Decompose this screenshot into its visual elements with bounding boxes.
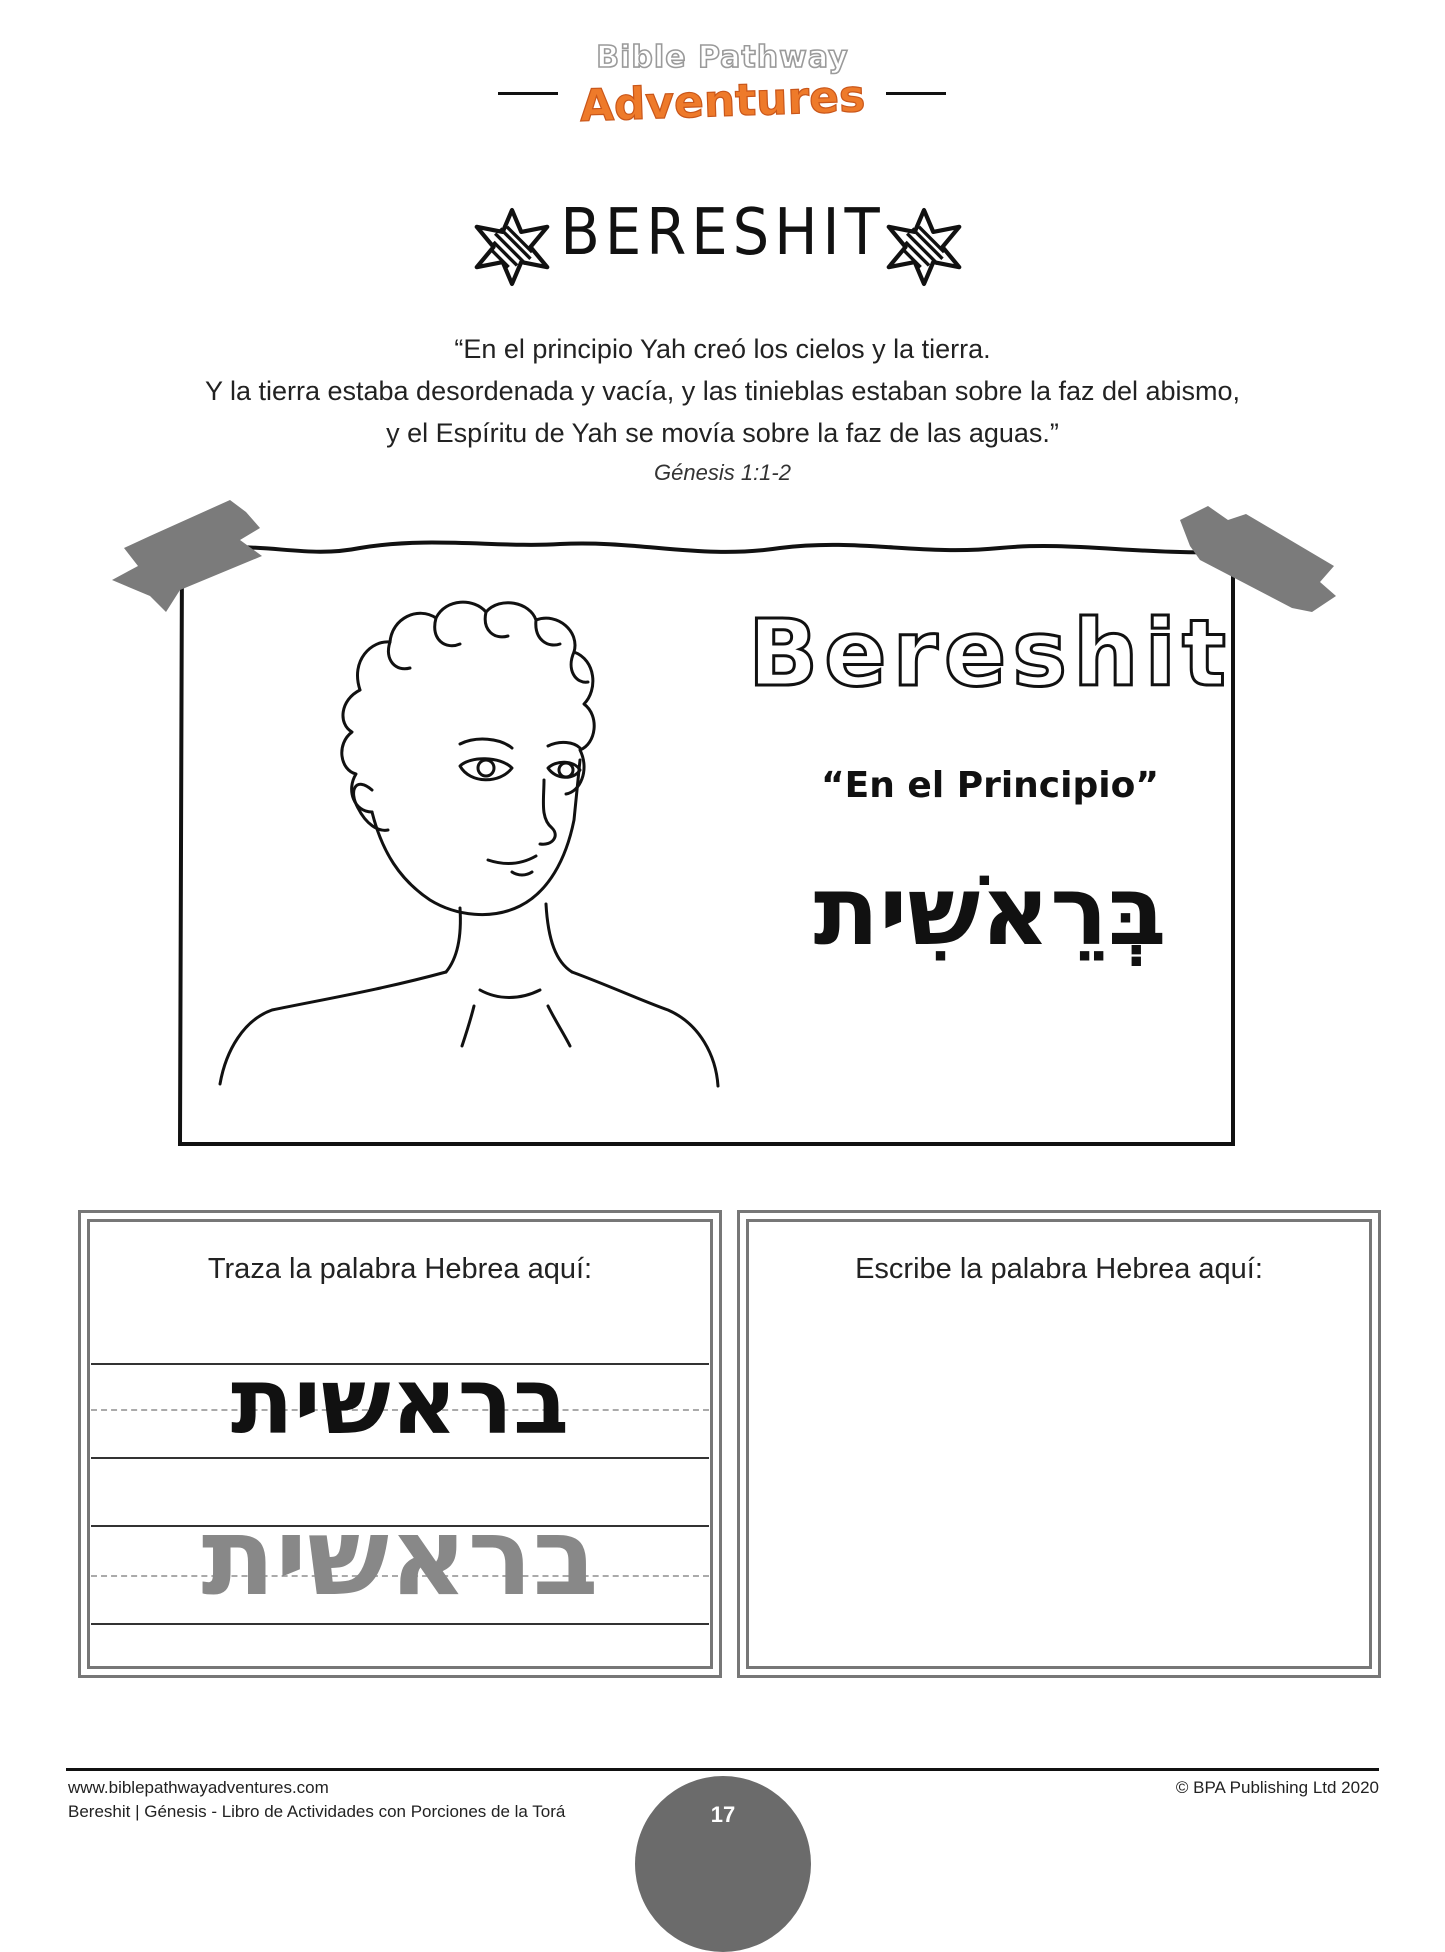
verse-line: Y la tierra estaba desordenada y vacía, y las tinieblas estaban sobre la faz del abismo, (204, 376, 1241, 406)
verse-line: y el Espíritu de Yah se movía sobre la faz de las aguas.” (386, 418, 1059, 448)
write-box-label: Escribe la palabra Hebrea aquí: (855, 1253, 1263, 1285)
page-title: BERESHIT (560, 196, 885, 270)
trace-word-grey[interactable]: בראשית (201, 1495, 599, 1620)
verse-line: “En el principio Yah creó los cielos y la tierra. (454, 334, 991, 364)
logo-line-2: Adventures (578, 71, 867, 132)
guide-line (91, 1623, 709, 1625)
trace-word-dark: בראשית (230, 1348, 570, 1455)
write-box-inner (746, 1219, 1372, 1669)
footer-rule (66, 1768, 1379, 1771)
verse-reference: Génesis 1:1-2 (654, 460, 791, 485)
page-number: 17 (710, 1802, 736, 1827)
logo-line-1: Bible Pathway (596, 40, 849, 75)
guide-line (91, 1457, 709, 1459)
footer-book-title: Bereshit | Génesis - Libro de Actividades con Porciones de la Torá (68, 1802, 566, 1821)
trace-box-label: Traza la palabra Hebrea aquí: (207, 1253, 593, 1285)
poster-word: Bereshit (747, 600, 1233, 707)
write-box[interactable] (737, 1210, 1381, 1678)
footer-copyright: © BPA Publishing Ltd 2020 (1175, 1778, 1379, 1797)
footer-website[interactable]: www.biblepathwayadventures.com (68, 1778, 329, 1797)
poster-meaning: “En el Principio” (821, 765, 1159, 806)
poster-hebrew-word: בְּרֵאשִׁית (813, 855, 1167, 967)
